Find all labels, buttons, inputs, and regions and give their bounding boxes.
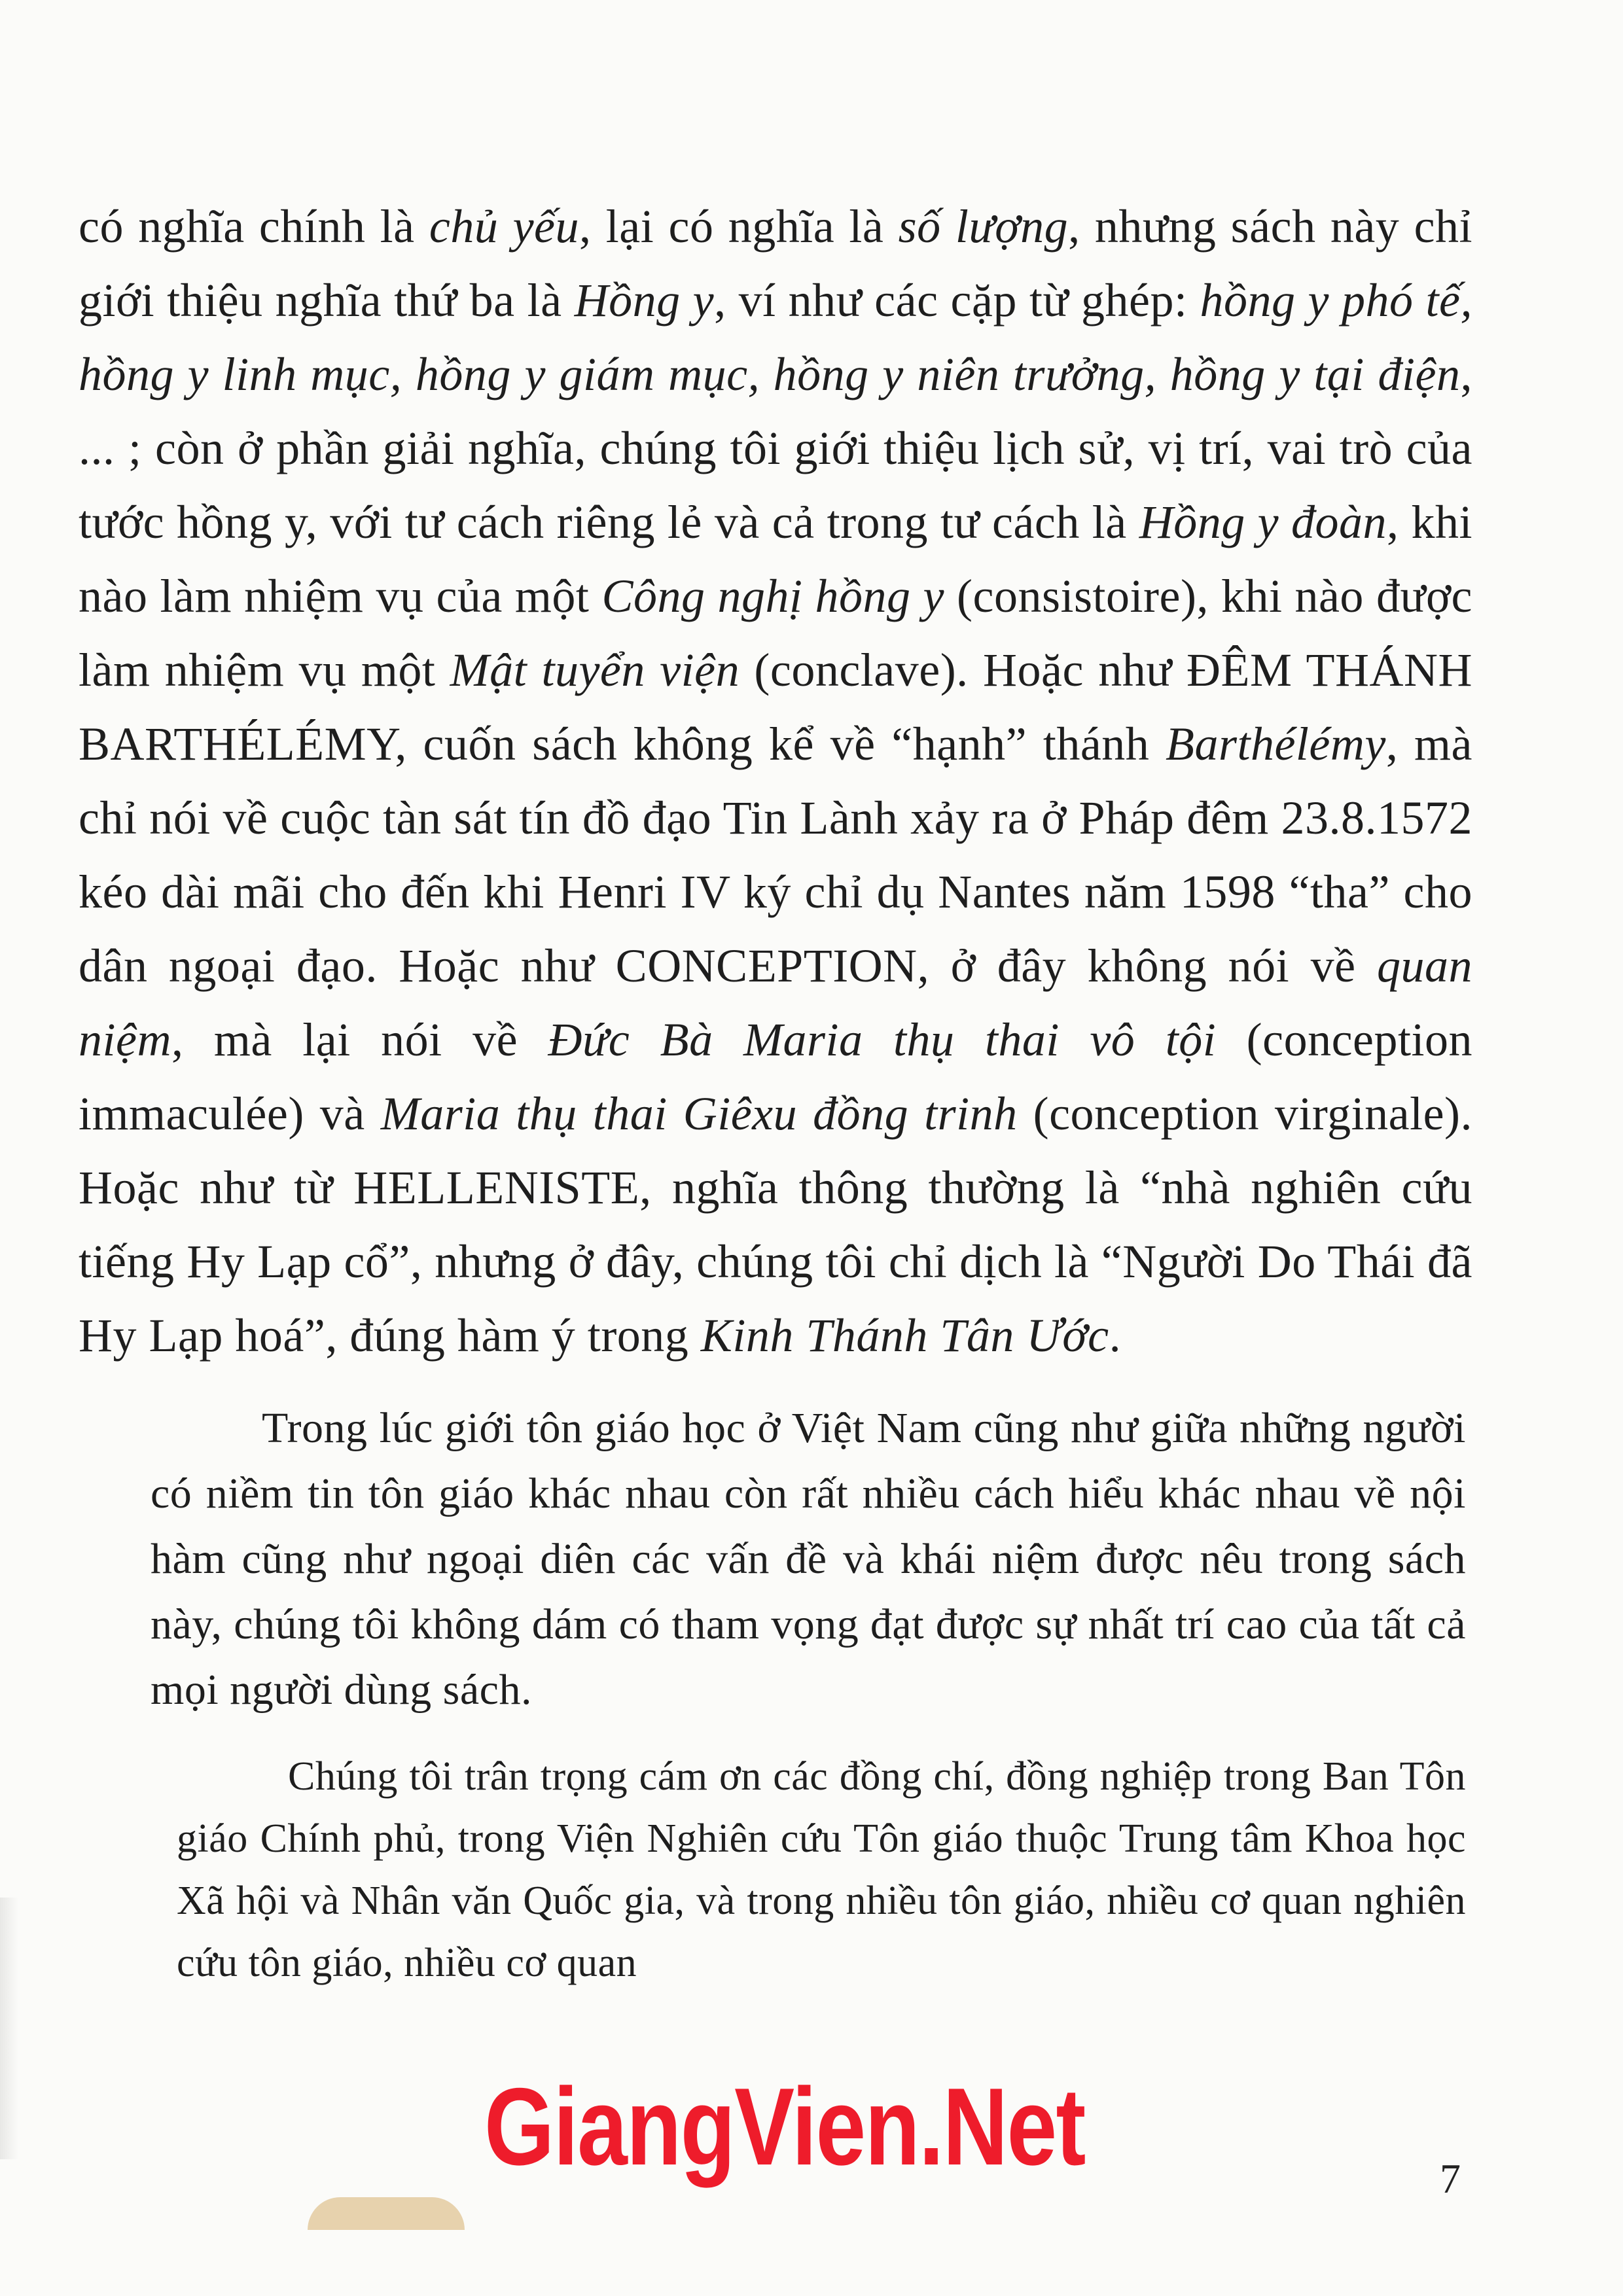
page-stain [308,2197,465,2230]
italic-term: Hồng y [574,274,715,327]
text-run: Chúng tôi trân trọng cám ơn các đồng chí, đồng nghiệp trong Ban Tôn giáo Chính phủ, trong Viện Nghiên cứu Tôn giáo thuộc Trung tâm Khoa học Xã hội và Nhân văn Quốc gia, và trong nhiều tôn giáo, nhiều cơ quan nghiên cứu tôn giáo, nhiều cơ quan [177,1754,1466,1985]
paragraph-3 [79,1746,1466,1994]
text-run: (conception virginale). Hoặc như từ HELLENISTE, nghĩa thông thường là “nhà nghiên cứu tiếng Hy Lạp cổ”, nhưng ở đây, chúng tôi chỉ dịch là “Người Do Thái đã Hy Lạp hoá”, đúng hàm ý trong [79,1087,1473,1362]
italic-term: Kinh Thánh Tân Ước [700,1309,1109,1362]
paragraph-1 [79,190,1472,1373]
italic-term: Đức Bà Maria thụ thai vô tội [548,1014,1217,1066]
text-run: có nghĩa chính là [79,200,429,253]
italic-term: Mật tuyển viện [450,644,740,696]
text-run: , mà lại nói về [171,1014,548,1066]
italic-term: Maria thụ thai Giêxu đồng trinh [380,1087,1018,1140]
text-run: (conception immaculée) và [79,1014,1472,1140]
text-run: , mà chỉ nói về cuộc tàn sát tín đồ đạo Tin Lành xảy ra ở Pháp đêm 23.8.1572 kéo dài mãi cho đến khi Henri IV ký chỉ dụ Nantes năm 1598 “tha” cho dân ngoại đạo. Hoặc như CONCEPTION, ở đây không nói về [79,718,1472,992]
text-run: , ví như các cặp từ ghép: [714,274,1200,327]
italic-term: hồng y phó tế, hồng y linh mục, hồng y giám mục, hồng y niên trưởng, hồng y tại điện [79,274,1473,400]
italic-term: Công nghị hồng y [601,570,945,622]
text-run: , khi nào làm nhiệm vụ của một [79,496,1472,622]
italic-term: Hồng y đoàn [1139,496,1387,548]
watermark-logo: GiangVien.Net [484,2065,1085,2188]
italic-term: quan niệm [79,940,1472,1066]
paragraph-2 [79,1396,1466,1723]
italic-term: số lượng [898,200,1069,253]
text-run: , lại có nghĩa là [579,200,899,253]
text-run: Trong lúc giới tôn giáo học ở Việt Nam cũng như giữa những người có niềm tin tôn giáo khác nhau còn rất nhiều cách hiểu khác nhau về nội hàm cũng như ngoại diên các vấn đề và khái niệm được nêu trong sách này, chúng tôi không dám có tham vọng đạt được sự nhất trí cao của tất cả mọi người dùng sách. [151,1404,1466,1714]
text-run: , ... ; còn ở phần giải nghĩa, chúng tôi giới thiệu lịch sử, vị trí, vai trò của tước hồng y, với tư cách riêng lẻ và cả trong tư cách là [79,348,1472,548]
text-run: (consistoire), khi nào được làm nhiệm vụ một [79,570,1473,696]
body-text [79,190,1472,1994]
italic-term: Barthélémy [1165,718,1386,770]
text-run: , nhưng sách này chỉ giới thiệu nghĩa thứ ba là [79,200,1473,327]
page-number: 7 [1440,2155,1461,2202]
page-edge-shadow [0,1898,18,2159]
italic-term: chủ yếu [429,200,580,253]
text-run: . [1109,1309,1122,1362]
text-run: (conclave). Hoặc như ĐÊM THÁNH BARTHÉLÉMY, cuốn sách không kể về “hạnh” thánh [79,644,1472,770]
